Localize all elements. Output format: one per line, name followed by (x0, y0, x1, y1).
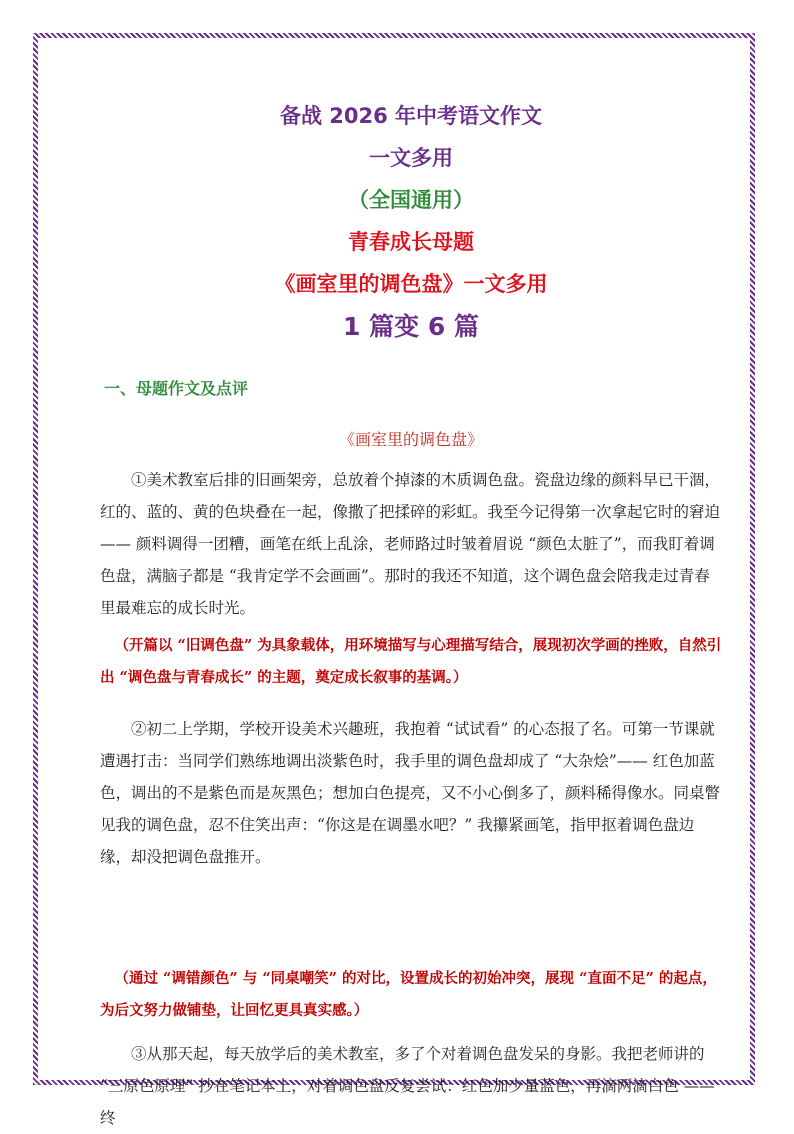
title-line-4: 青春成长母题 (348, 230, 474, 254)
title-line-5: 《画室里的调色盘》一文多用 (274, 272, 548, 296)
title-line-2: 一文多用 (369, 146, 453, 170)
essay-paragraph-3: ③从那天起，每天放学后的美术教室，多了个对着调色盘发呆的身影。我把老师讲的 “三原色原理” 抄在笔记本上，对着调色盘反复尝试：红色加少量蓝色，再滴两滴白色 —— 终 (100, 1045, 715, 1127)
comment-2: （通过 “调错颜色” 与 “同桌嘲笑” 的对比，设置成长的初始冲突，展现 “直面不足” 的起点，为后文努力做铺垫，让回忆更具真实感。） (100, 970, 717, 1019)
comment-1: （开篇以 “旧调色盘” 为具象载体，用环境描写与心理描写结合，展现初次学画的挫败，自然引出 “调色盘与青春成长” 的主题，奠定成长叙事的基调。） (100, 637, 722, 686)
title-line-3: （全国通用） (348, 188, 474, 212)
essay-paragraph-2: ②初二上学期，学校开设美术兴趣班，我抱着 “试试看” 的心态报了名。可第一节课就遭遇打击：当同学们熟练地调出淡紫色时，我手里的调色盘却成了 “大杂烩”—— 红色加蓝色，调出的不是紫色而是灰黑色；想加白色提亮，又不小心倒多了，颜料稀得像水。同桌瞥见我的调色盘，忍不住笑出声：“你这是在调墨水吧？” 我攥紧画笔，指甲抠着调色盘边缘，却没把调色盘推开。 (100, 720, 721, 866)
title-line-1: 备战 2026 年中考语文作文 (279, 104, 543, 128)
title-line-6: 1 篇变 6 篇 (343, 312, 479, 341)
section-heading: 一、母题作文及点评 (104, 379, 249, 398)
essay-paragraph-1: ①美术教室后排的旧画架旁，总放着个掉漆的木质调色盘。瓷盘边缘的颜料早已干涸，红的、蓝的、黄的色块叠在一起，像撒了把揉碎的彩虹。我至今记得第一次拿起它时的窘迫 —— 颜料调得一团糟，画笔在纸上乱涂，老师路过时皱着眉说 “颜色太脏了”，而我盯着调色盘，满脑子都是 “我肯定学不会画画”。那时的我还不知道，这个调色盘会陪我走过青春里最难忘的成长时光。 (100, 471, 721, 617)
essay-title: 《画室里的调色盘》 (338, 430, 483, 449)
